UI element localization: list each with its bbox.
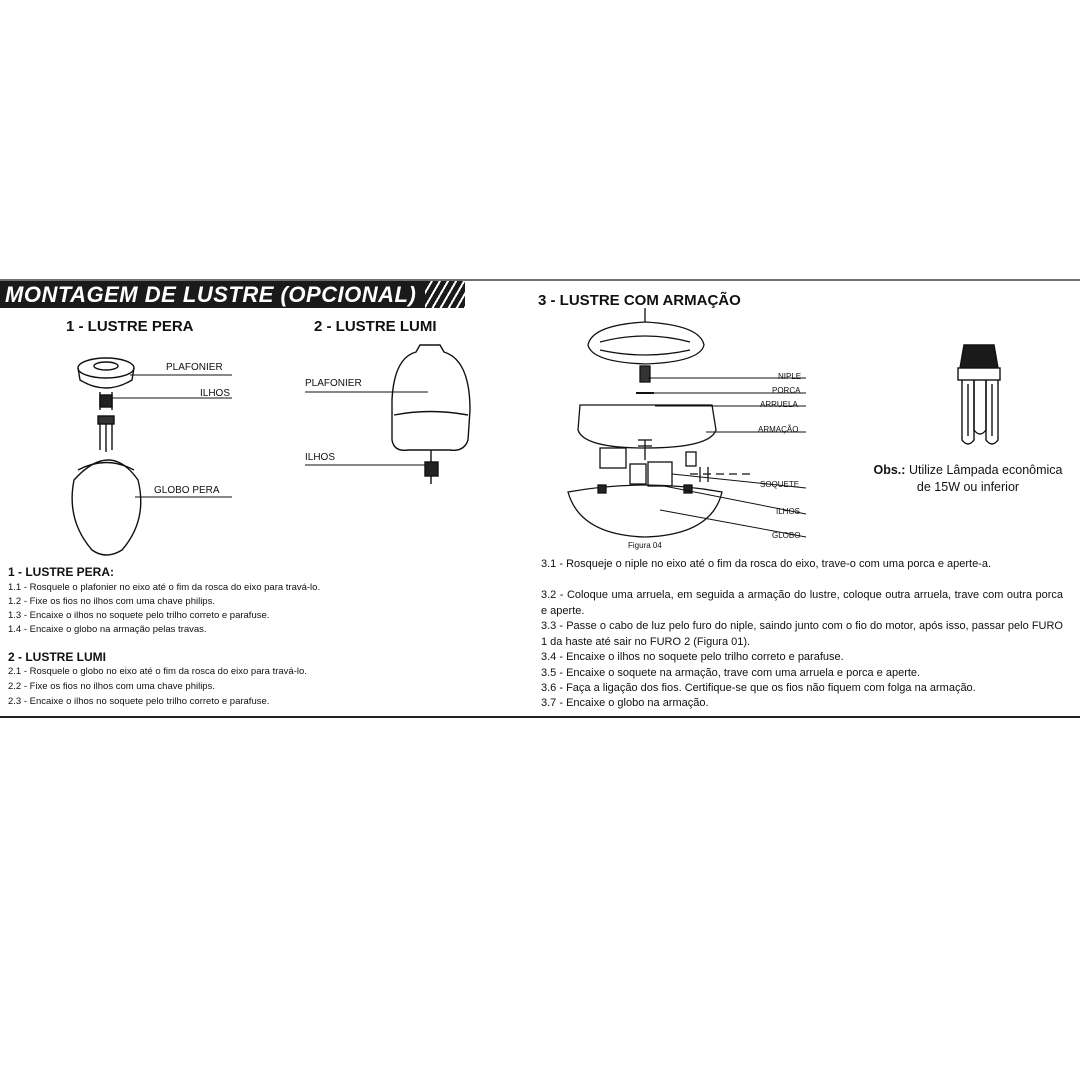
callout-ilhos-3: ILHOS — [776, 507, 801, 516]
callout-plafonier-1: PLAFONIER — [166, 362, 223, 373]
step-1-2: 1.2 - Fixe os fios no ilhos com uma chave philips. — [8, 596, 215, 607]
callout-ilhos-1: ILHOS — [200, 388, 231, 399]
step-2-2: 2.2 - Fixe os fios no ilhos com uma chave philips. — [8, 681, 215, 692]
obs-label: Obs.: — [873, 463, 906, 477]
step-3-7: 3.7 - Encaixe o globo na armação. — [541, 697, 709, 709]
step-1-1: 1.1 - Rosquele o plafonier no eixo até o fim da rosca do eixo para travá-lo. — [8, 582, 321, 593]
callout-globo: GLOBO — [772, 531, 801, 540]
step-1-4: 1.4 - Encaixe o globo na armação pelas travas. — [8, 624, 207, 635]
callout-globo-pera: GLOBO PERA — [154, 485, 220, 496]
step-3-2: 3.2 - Coloque uma arruela, em seguida a armação do lustre, coloque outra arruela, trave com outra porca e aperte. — [541, 589, 1063, 617]
lustre-lumi-heading: 2 - LUSTRE LUMI — [314, 318, 437, 335]
step-3-5: 3.5 - Encaixe o soquete na armação, trave com uma arruela e porca e aperte. — [541, 667, 921, 679]
callout-plafonier-2: PLAFONIER — [305, 378, 362, 389]
callout-armacao: ARMAÇÃO — [758, 425, 799, 434]
banner-title: MONTAGEM DE LUSTRE (OPCIONAL) — [5, 282, 417, 307]
step-3-6: 3.6 - Faça a ligação dos fios. Certifique-se que os fios não fiquem com folga na armação. — [541, 682, 976, 694]
lustre-armacao-heading: 3 - LUSTRE COM ARMAÇÃO — [538, 292, 741, 309]
obs-text-2: de 15W ou inferior — [916, 480, 1020, 494]
callout-niple: NIPLE — [778, 372, 802, 381]
step-3-4: 3.4 - Encaixe o ilhos no soquete pelo trilho correto e parafuse. — [541, 651, 844, 663]
callout-ilhos-2: ILHOS — [305, 452, 336, 463]
steps-lumi-title: 2 - LUSTRE LUMI — [8, 650, 106, 664]
obs-note — [858, 462, 1078, 496]
steps-pera-title: 1 - LUSTRE PERA: — [8, 565, 115, 579]
callout-soquete: SOQUETE — [760, 480, 800, 489]
step-2-1: 2.1 - Rosquele o globo no eixo até o fim da rosca do eixo para travá-lo. — [8, 666, 307, 677]
figure-caption: Figura 04 — [628, 541, 662, 550]
callout-porca: PORCA — [772, 386, 801, 395]
obs-text-1: Utilize Lâmpada econômica — [908, 463, 1063, 477]
callout-arruela: ARRUELA — [760, 400, 798, 409]
lustre-pera-heading: 1 - LUSTRE PERA — [66, 318, 194, 335]
step-1-3: 1.3 - Encaixe o ilhos no soquete pelo trilho correto e parafuse. — [8, 610, 270, 621]
step-2-3: 2.3 - Encaixe o ilhos no soquete pelo trilho correto e parafuse. — [8, 696, 270, 707]
step-3-3: 3.3 - Passe o cabo de luz pelo furo do niple, saindo junto com o fio do motor, após isso, passar pelo FURO 1 da haste até sair no FURO 2 (Figura 01). — [541, 620, 1063, 648]
step-3-1: 3.1 - Rosqueje o niple no eixo até o fim da rosca do eixo, trave-o com uma porca e aperte-a. — [541, 558, 992, 570]
